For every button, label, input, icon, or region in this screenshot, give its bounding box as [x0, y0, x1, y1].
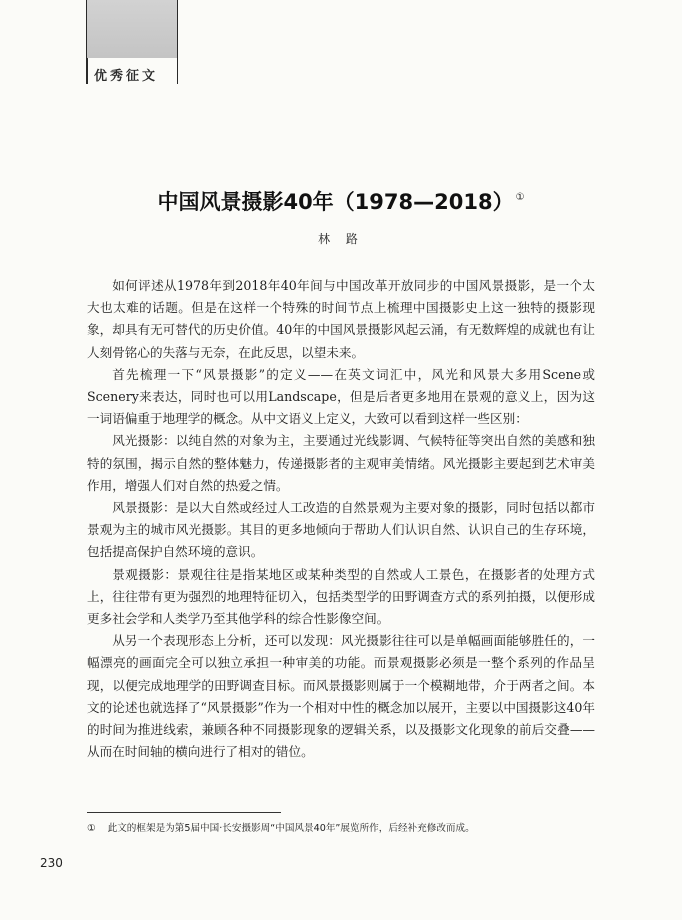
- footnote: [87, 820, 595, 834]
- section-tab-box: [86, 0, 178, 58]
- footnote-text: 此文的框架是为第5届中国·长安摄影周“中国风景40年”展览所作，后经补充修改而成。: [107, 823, 475, 834]
- article-title: [0, 186, 682, 216]
- article-author: 林 路: [318, 232, 364, 246]
- section-tab-rule-right: [177, 58, 179, 84]
- body-paragraph: 风景摄影：是以大自然或经过人工改造的自然景观为主要对象的摄影，同时包括以都市景观为主的城市风光摄影。其目的更多地倾向于帮助人们认识自然、认识自己的生存环境，包括提高保护自然环境的意识。: [87, 500, 595, 560]
- section-label: 优秀征文: [94, 69, 159, 84]
- page-number: 230: [40, 856, 63, 870]
- body-paragraph: 首先梳理一下“风景摄影”的定义——在英文词汇中，风光和风景大多用Scene或Scenery来表达，同时也可以用Landscape，但是后者更多地用在景观的意义上，因为这一词语偏重于地理学的概念。从中文语义上定义，大致可以看到这样一些区别：: [87, 366, 595, 427]
- article-body: [87, 275, 595, 763]
- footnote-mark: ①: [87, 823, 96, 834]
- body-paragraph: 如何评述从1978年到2018年40年间与中国改革开放同步的中国风景摄影，是一个太大也太难的话题。但是在这样一个特殊的时间节点上梳理中国摄影史上这一独特的摄影现象，却具有无可替代的历史价值。40年的中国风景摄影风起云涌，有无数辉煌的成就也有让人刻骨铭心的失落与无奈，在此反思，以望未来。: [87, 278, 595, 360]
- body-paragraph: 从另一个表现形态上分析，还可以发现：风光摄影往往可以是单幅画面能够胜任的，一幅漂亮的画面完全可以独立承担一种审美的功能。而景观摄影必须是一整个系列的作品呈现，以便完成地理学的田野调查目标。而风景摄影则属于一个模糊地带，介于两者之间。本文的论述也就选择了“风景摄影”作为一个相对中性的概念加以展开，主要以中国摄影这40年的时间为推进线索，兼顾各种不同摄影现象的逻辑关系，以及摄影文化现象的前后交叠——从而在时间轴的横向进行了相对的错位。: [87, 633, 595, 760]
- body-paragraph: 风光摄影：以纯自然的对象为主，主要通过光线影调、气候特征等突出自然的美感和独特的氛围，揭示自然的整体魅力，传递摄影者的主观审美情绪。风光摄影主要起到艺术审美作用，增强人们对自然的热爱之情。: [87, 433, 595, 493]
- footnote-divider: [87, 812, 281, 813]
- section-tab-rule-left: [86, 58, 88, 84]
- body-paragraph: 景观摄影：景观往往是指某地区或某种类型的自然或人工景色，在摄影者的处理方式上，往往带有更为强烈的地理特征切入，包括类型学的田野调查方式的系列拍摄，以便形成更多社会学和人类学乃至其他学科的综合性影像空间。: [87, 566, 595, 627]
- title-footnote-mark: ①: [515, 192, 525, 203]
- article-title-text: 中国风景摄影40年（1978—2018）: [157, 190, 514, 214]
